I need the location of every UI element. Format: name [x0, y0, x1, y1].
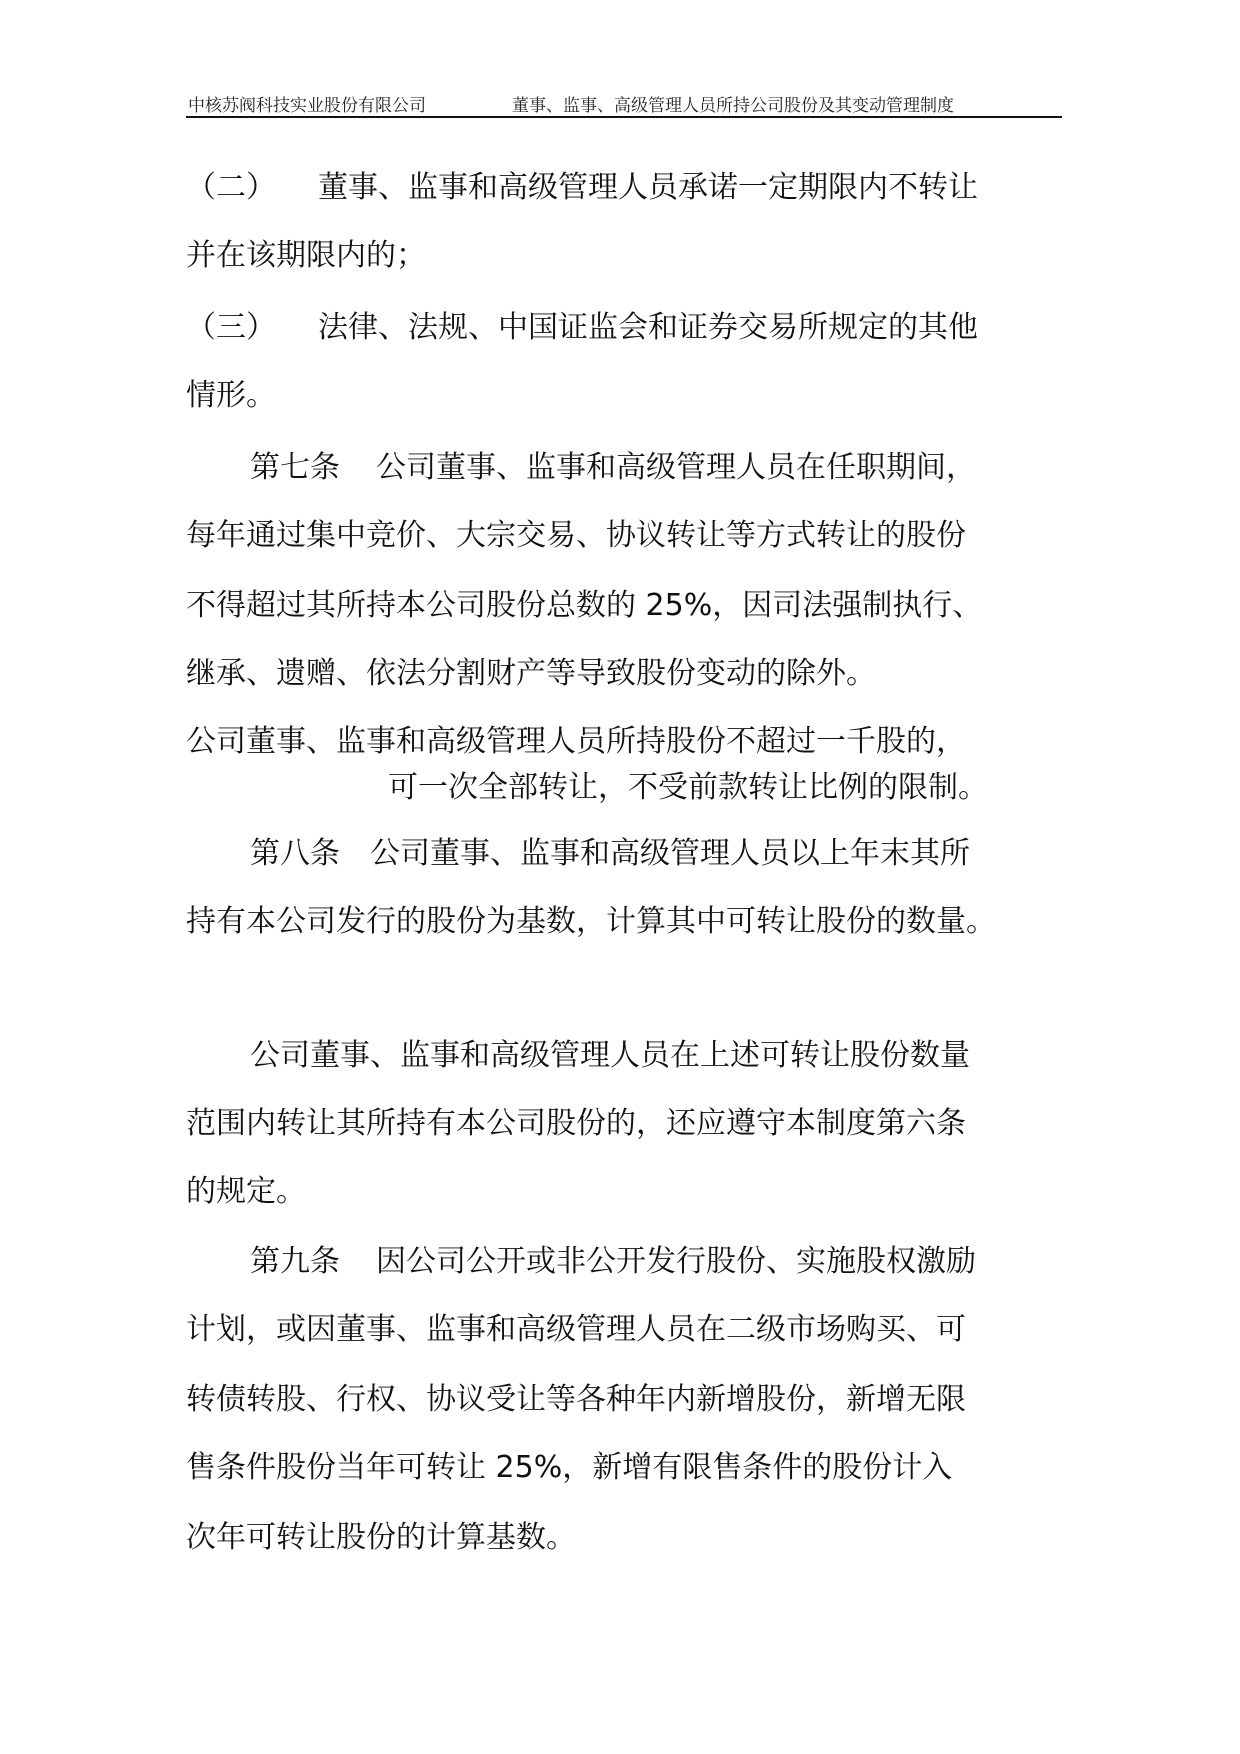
article-8-number: 第八条 [250, 836, 340, 871]
article-9-line-3: 转债转股、行权、协议受让等各种年内新增股份，新增无限 [186, 1382, 966, 1417]
header-company-name: 中核苏阀科技实业股份有限公司 [188, 96, 426, 116]
article-7-text-1: 公司董事、监事和高级管理人员在任职期间， [376, 450, 976, 485]
article-8-line-1 [250, 834, 970, 874]
article-9-line-2: 计划，或因董事、监事和高级管理人员在二级市场购买、可 [186, 1312, 966, 1347]
item-3-text-1: 法律、法规、中国证监会和证券交易所规定的其他 [318, 310, 978, 345]
article-9-line-4: 售条件股份当年可转让 25%，新增有限售条件的股份计入 [186, 1450, 953, 1485]
article-7-line-4: 继承、遗赠、依法分割财产等导致股份变动的除外。 [186, 656, 876, 691]
article-7-line-2: 每年通过集中竞价、大宗交易、协议转让等方式转让的股份 [186, 518, 966, 553]
article-7-para-2-line-1: 公司董事、监事和高级管理人员所持股份不超过一千股的， [186, 724, 966, 759]
article-8-para-2-line-2: 范围内转让其所持有本公司股份的，还应遵守本制度第六条 [186, 1106, 966, 1141]
article-7-para-2-line-2: 可一次全部转让，不受前款转让比例的限制。 [388, 770, 988, 805]
item-2-text-1: 董事、监事和高级管理人员承诺一定期限内不转让 [318, 170, 978, 205]
item-2-line-2: 并在该期限内的； [186, 238, 426, 273]
header-document-title: 董事、监事、高级管理人员所持公司股份及其变动管理制度 [512, 96, 954, 116]
article-7-line-3: 不得超过其所持本公司股份总数的 25%，因司法强制执行、 [186, 588, 983, 623]
article-9-line-5: 次年可转让股份的计算基数。 [186, 1520, 576, 1555]
article-7-line-1 [250, 448, 976, 488]
article-8-line-2: 持有本公司发行的股份为基数，计算其中可转让股份的数量。 [186, 904, 996, 939]
article-9-line-1 [250, 1242, 976, 1282]
header-rule [186, 116, 1062, 118]
page-header [186, 88, 1062, 118]
article-9-number: 第九条 [250, 1244, 340, 1279]
article-7-number: 第七条 [250, 450, 340, 485]
item-3-number: （三） [186, 310, 276, 345]
article-8-para-2-line-1: 公司董事、监事和高级管理人员在上述可转让股份数量 [250, 1038, 970, 1073]
item-3-line-2: 情形。 [186, 378, 276, 413]
article-9-text-1: 因公司公开或非公开发行股份、实施股权激励 [376, 1244, 976, 1279]
item-2-line-1 [186, 168, 978, 208]
item-3-line-1 [186, 308, 978, 348]
item-2-number: （二） [186, 170, 276, 205]
article-8-para-2-line-3: 的规定。 [186, 1174, 306, 1209]
article-8-text-1: 公司董事、监事和高级管理人员以上年末其所 [370, 836, 970, 871]
